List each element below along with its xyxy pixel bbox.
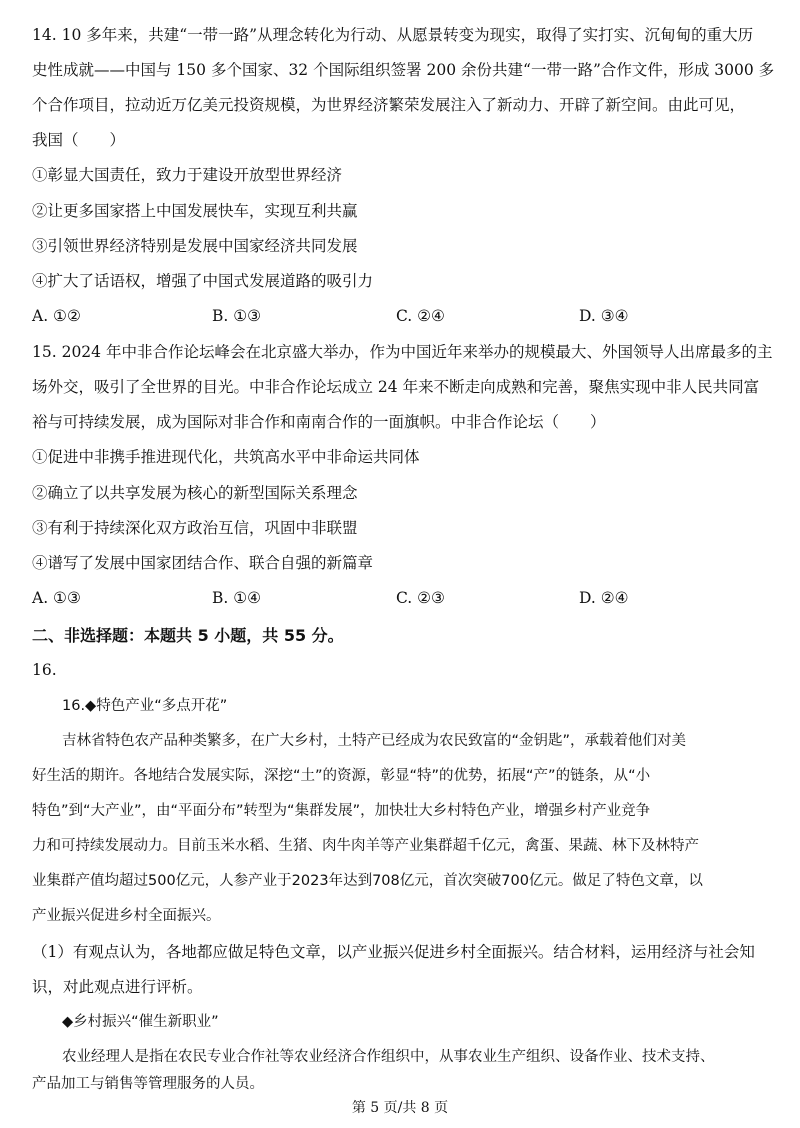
q15-option-d: D. ②④ xyxy=(579,589,629,607)
q15-options xyxy=(32,581,772,616)
q15-item-2: ②确立了以共享发展为核心的新型国际关系理念 xyxy=(32,484,358,502)
q15-item-4: ④谱写了发展中国家团结合作、联合自强的新篇章 xyxy=(32,554,374,572)
q16-material-2-line-2: 产品加工与销售等管理服务的人员。 xyxy=(32,1076,264,1092)
q14-item-3: ③引领世界经济特别是发展中国家经济共同发展 xyxy=(32,237,358,255)
q16-material-2-title: ◆乡村振兴“催生新职业” xyxy=(62,1014,219,1030)
q15-option-b: B. ①④ xyxy=(212,589,262,607)
q15-item-3: ③有利于持续深化双方政治互信，巩固中非联盟 xyxy=(32,519,358,537)
q14-option-a: A. ①② xyxy=(32,307,81,325)
q14-stem-line-3: 个合作项目，拉动近万亿美元投资规模，为世界经济繁荣发展注入了新动力、开辟了新空间。由此可见， xyxy=(32,96,746,114)
q15-stem-line-3: 裕与可持续发展，成为国际对非合作和南南合作的一面旗帜。中非合作论坛（ ） xyxy=(32,413,606,431)
q16-sub-question-1-line-2: 识，对此观点进行评析。 xyxy=(32,978,203,996)
page-footer: 第 5 页/共 8 页 xyxy=(351,1100,449,1116)
q15-stem-line-2: 场外交，吸引了全世界的目光。中非合作论坛成立 24 年来不断走向成熟和完善，聚焦实现中非人民共同富 xyxy=(32,378,760,396)
q14-option-d: D. ③④ xyxy=(579,307,629,325)
q14-item-4: ④扩大了话语权，增强了中国式发展道路的吸引力 xyxy=(32,272,374,290)
q15-stem-line-1: 15. 2024 年中非合作论坛峰会在北京盛大举办，作为中国近年来举办的规模最大、外国领导人出席最多的主 xyxy=(32,343,773,361)
q14-stem-line-2: 史性成就——中国与 150 多个国家、32 个国际组织签署 200 余份共建“一带一路”合作文件，形成 3000 多 xyxy=(32,61,775,79)
q14-options xyxy=(32,299,772,334)
q14-item-2: ②让更多国家搭上中国发展快车，实现互利共赢 xyxy=(32,202,358,220)
q16-material-1-line-3: 特色”到“大产业”，由“平面分布”转型为“集群发展”，加快壮大乡村特色产业，增强乡村产业竞争 xyxy=(32,803,651,819)
q16-material-1-line-5: 业集群产值均超过500亿元，人参产业于2023年达到708亿元，首次突破700亿元。做足了特色文章，以 xyxy=(32,873,703,889)
q16-material-1-line-6: 产业振兴促进乡村全面振兴。 xyxy=(32,908,221,924)
q16-sub-question-1-line-1: （1）有观点认为，各地都应做足特色文章，以产业振兴促进乡村全面振兴。结合材料，运用经济与社会知 xyxy=(32,943,755,961)
q14-item-1: ①彰显大国责任，致力于建设开放型世界经济 xyxy=(32,166,343,184)
q16-material-1-line-4: 力和可持续发展动力。目前玉米水稻、生猪、肉牛肉羊等产业集群超千亿元，禽蛋、果蔬、林下及林特产 xyxy=(32,838,699,854)
section-2-heading: 二、非选择题：本题共 5 小题，共 55 分。 xyxy=(32,626,344,645)
q15-option-a: A. ①③ xyxy=(32,589,81,607)
q14-option-b: B. ①③ xyxy=(212,307,262,325)
q15-item-1: ①促进中非携手推进现代化，共筑高水平中非命运共同体 xyxy=(32,448,420,466)
q16-number: 16. xyxy=(32,661,57,679)
q16-material-1-line-2: 好生活的期许。各地结合发展实际，深挖“土”的资源，彰显“特”的优势，拓展“产”的链条，从“小 xyxy=(32,768,651,784)
q14-option-c: C. ②④ xyxy=(396,307,445,325)
q14-stem-line-1: 14. 10 多年来，共建“一带一路”从理念转化为行动、从愿景转变为现实，取得了实打实、沉甸甸的重大历 xyxy=(32,26,754,44)
q16-material-2-line-1: 农业经理人是指在农民专业合作社等农业经济合作组织中，从事农业生产组织、设备作业、技术支持、 xyxy=(62,1049,715,1065)
q14-stem-line-4: 我国（ ） xyxy=(32,131,126,149)
q16-material-1-title: 16.◆特色产业“多点开花” xyxy=(62,698,228,714)
q16-material-1-line-1: 吉林省特色农产品种类繁多，在广大乡村，土特产已经成为农民致富的“金钥匙”，承载着他们对美 xyxy=(62,733,687,749)
q15-option-c: C. ②③ xyxy=(396,589,445,607)
